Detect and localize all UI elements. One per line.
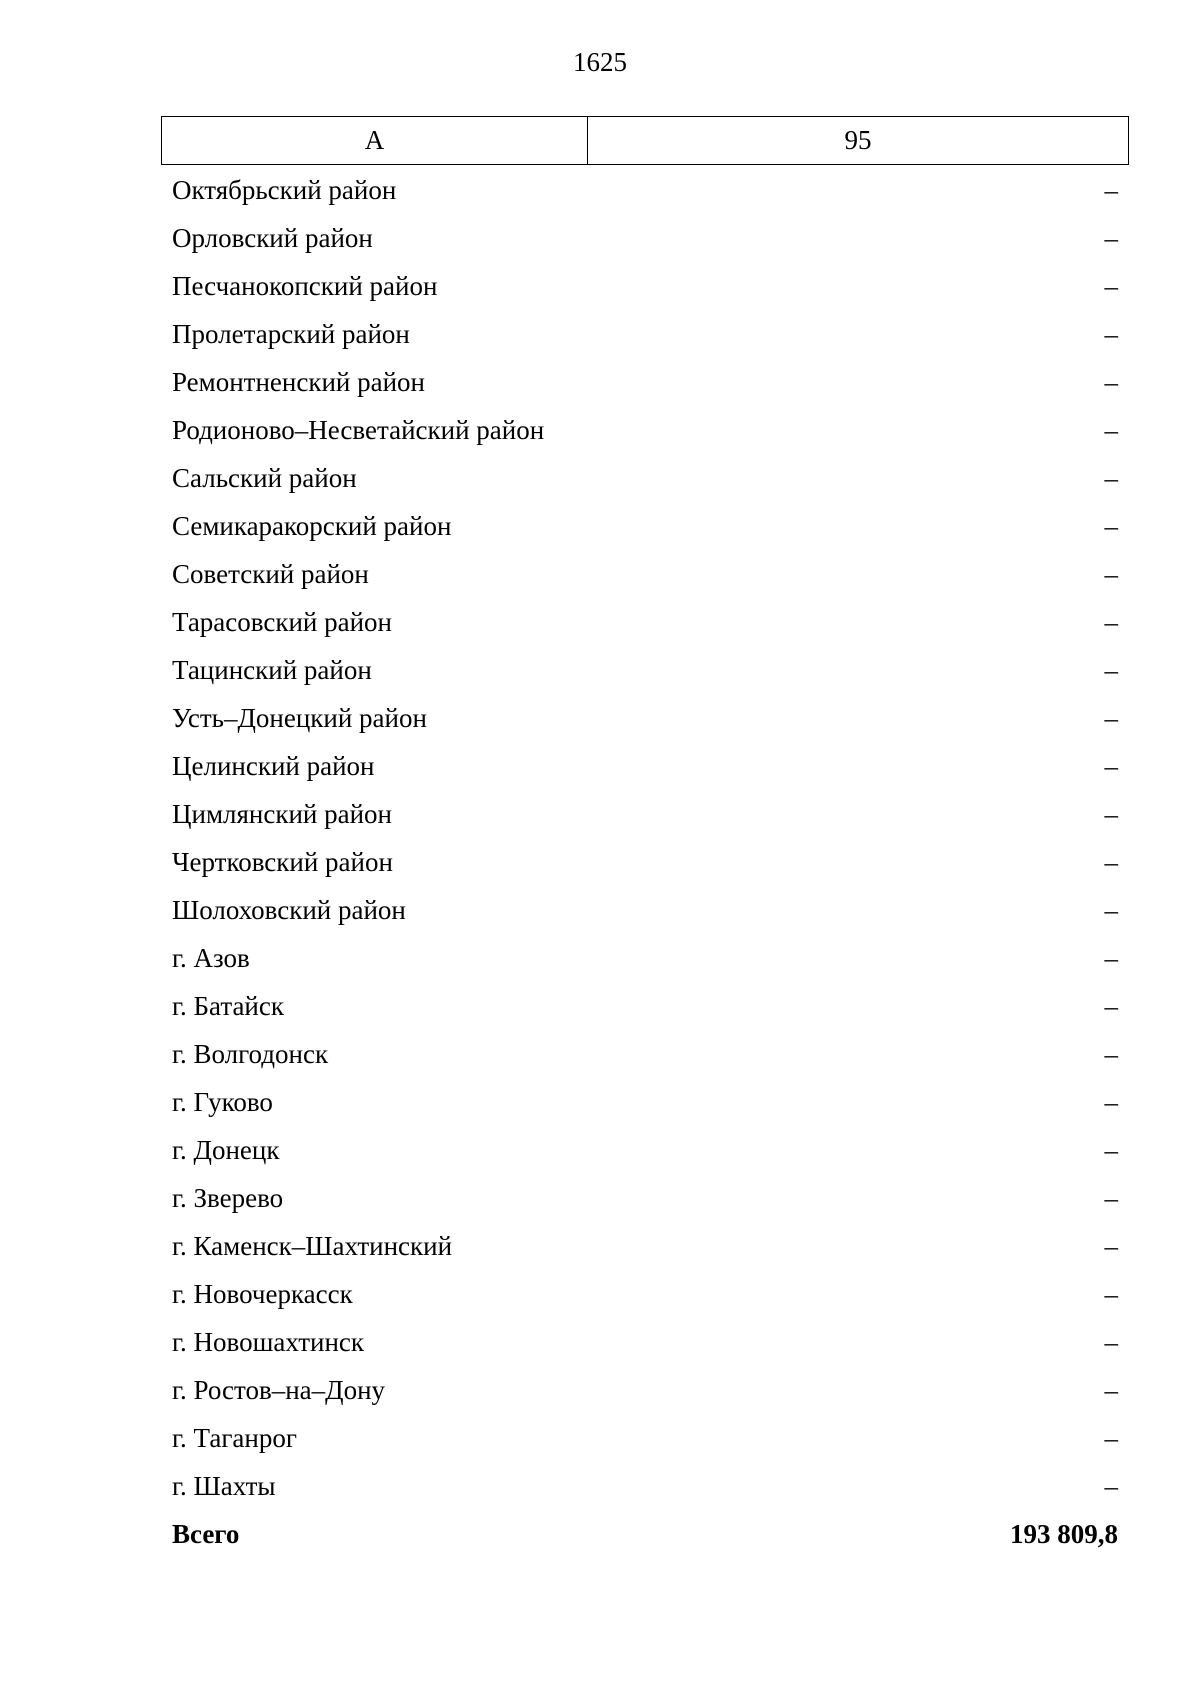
total-label: Всего (172, 1518, 240, 1549)
header-cell-95: 95 (844, 125, 872, 155)
row-value: – (1104, 1182, 1118, 1213)
row-value: – (1104, 1038, 1118, 1069)
row-value: – (1104, 894, 1118, 925)
row-value: – (1104, 1230, 1118, 1261)
table-row (161, 166, 1129, 214)
table-row (161, 1318, 1129, 1366)
row-value: – (1104, 1134, 1118, 1165)
row-label: г. Ростов–на–Дону (172, 1374, 386, 1405)
row-label: Тацинский район (172, 654, 372, 685)
table-row (161, 310, 1129, 358)
table-body (161, 166, 1129, 1558)
row-label: г. Каменск–Шахтинский (172, 1230, 453, 1261)
row-label: г. Новочеркасск (172, 1278, 353, 1309)
table-row (161, 982, 1129, 1030)
row-value: – (1104, 1374, 1118, 1405)
row-label: г. Азов (172, 942, 250, 973)
row-label: Ремонтненский район (172, 366, 425, 397)
row-value: – (1104, 1422, 1118, 1453)
table-row (161, 646, 1129, 694)
table-row (161, 1126, 1129, 1174)
row-value: – (1104, 1470, 1118, 1501)
table-row (161, 1222, 1129, 1270)
table-row (161, 1030, 1129, 1078)
row-label: г. Донецк (172, 1134, 280, 1165)
total-row (161, 1510, 1129, 1558)
table-row (161, 934, 1129, 982)
row-label: Целинский район (172, 750, 375, 781)
table-row (161, 790, 1129, 838)
table-row (161, 1078, 1129, 1126)
row-label: г. Новошахтинск (172, 1326, 364, 1357)
table-row (161, 838, 1129, 886)
table-row (161, 1462, 1129, 1510)
row-value: – (1104, 558, 1118, 589)
row-label: Семикаракорский район (172, 510, 452, 541)
row-label: Шолоховский район (172, 894, 406, 925)
row-value: – (1104, 366, 1118, 397)
row-value: – (1104, 990, 1118, 1021)
row-label: Цимлянский район (172, 798, 393, 829)
row-value: – (1104, 942, 1118, 973)
table-row (161, 1366, 1129, 1414)
row-value: – (1104, 846, 1118, 877)
row-value: – (1104, 750, 1118, 781)
table-row (161, 550, 1129, 598)
row-label: Усть–Донецкий район (172, 702, 427, 733)
table-row (161, 358, 1129, 406)
row-value: – (1104, 270, 1118, 301)
header-cell-a: А (162, 117, 588, 164)
table-row (161, 406, 1129, 454)
table-row (161, 598, 1129, 646)
row-value: – (1104, 606, 1118, 637)
table-row (161, 214, 1129, 262)
row-label: Песчанокопский район (172, 270, 438, 301)
table-row (161, 1270, 1129, 1318)
row-label: г. Батайск (172, 990, 284, 1021)
row-label: Советский район (172, 558, 369, 589)
row-value: – (1104, 462, 1118, 493)
row-value: – (1104, 510, 1118, 541)
row-label: г. Волгодонск (172, 1038, 329, 1069)
row-label: Сальский район (172, 462, 357, 493)
table-header (161, 116, 1129, 165)
row-label: Родионово–Несветайский район (172, 414, 545, 445)
row-value: – (1104, 414, 1118, 445)
row-label: Орловский район (172, 222, 373, 253)
row-value: – (1104, 702, 1118, 733)
page-number: 1625 (573, 47, 627, 77)
row-value: – (1104, 174, 1118, 205)
row-label: Чертковский район (172, 846, 393, 877)
table-row (161, 454, 1129, 502)
table-row (161, 1174, 1129, 1222)
row-value: – (1104, 1086, 1118, 1117)
row-label: г. Зверево (172, 1182, 284, 1213)
row-label: г. Гуково (172, 1086, 273, 1117)
row-label: г. Шахты (172, 1470, 276, 1501)
row-value: – (1104, 318, 1118, 349)
table-row (161, 886, 1129, 934)
table-row (161, 262, 1129, 310)
row-value: – (1104, 798, 1118, 829)
total-value: 193 809,8 (1010, 1518, 1118, 1549)
row-value: – (1104, 1278, 1118, 1309)
row-value: – (1104, 1326, 1118, 1357)
table-row (161, 694, 1129, 742)
row-label: Пролетарский район (172, 318, 410, 349)
table-row (161, 1414, 1129, 1462)
row-label: Тарасовский район (172, 606, 392, 637)
row-label: Октябрьский район (172, 174, 397, 205)
table-row (161, 742, 1129, 790)
row-label: г. Таганрог (172, 1422, 297, 1453)
table-row (161, 502, 1129, 550)
row-value: – (1104, 222, 1118, 253)
row-value: – (1104, 654, 1118, 685)
